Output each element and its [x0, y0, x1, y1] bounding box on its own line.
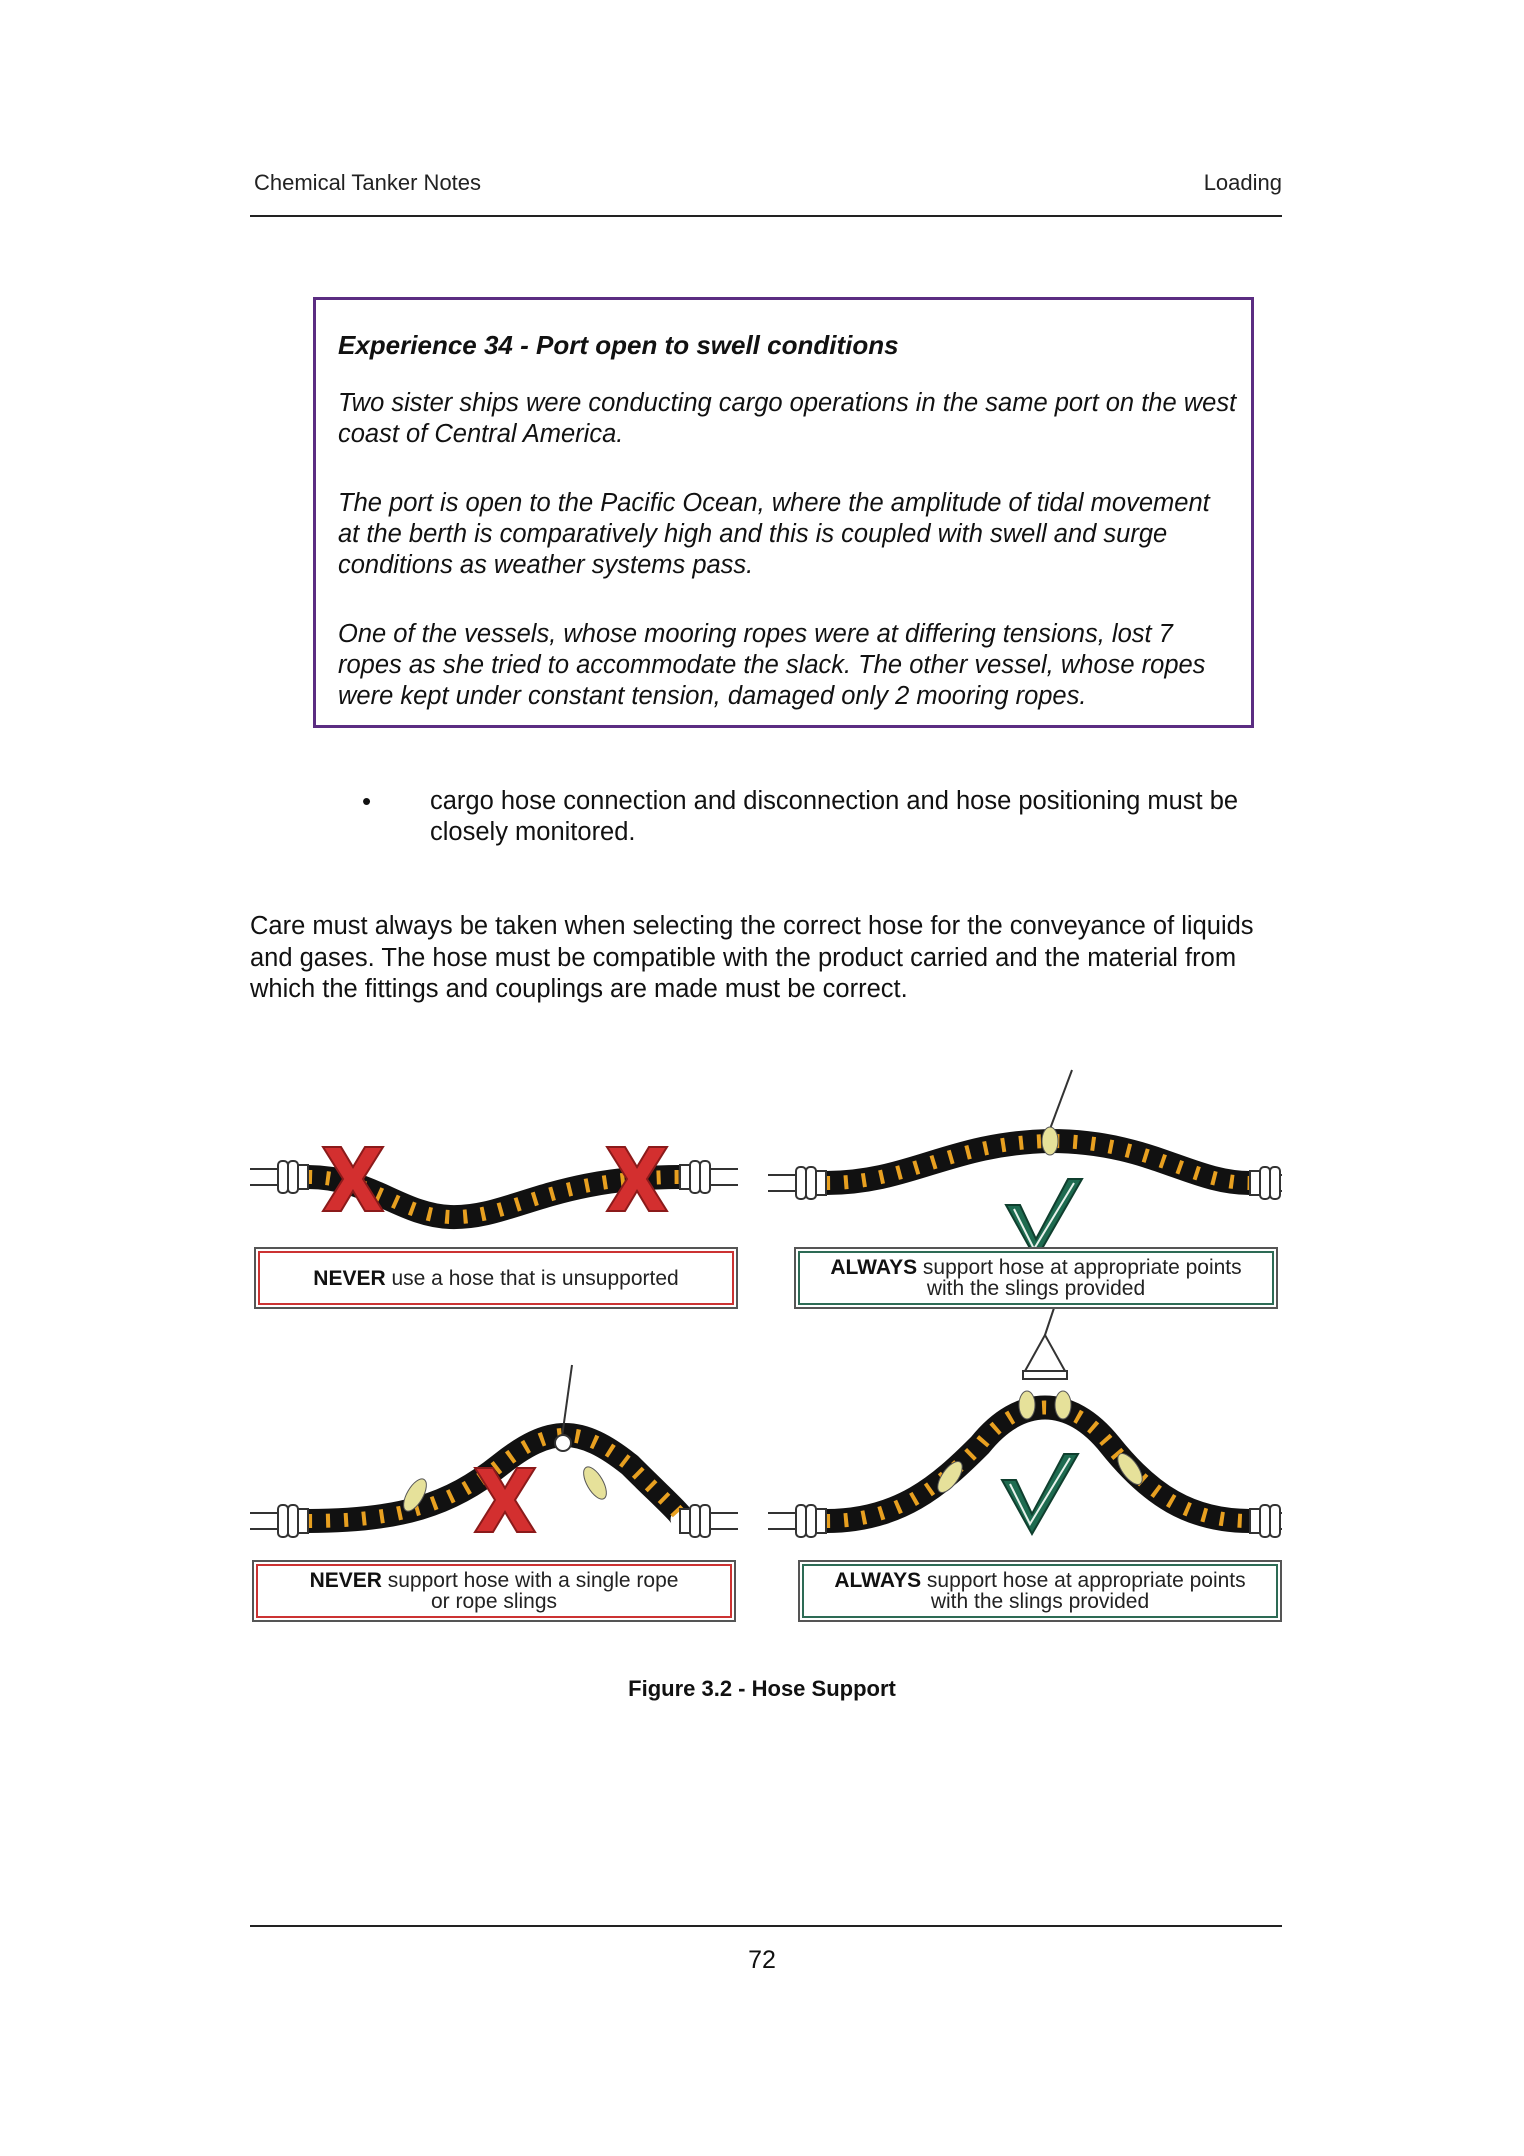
- caption-always-slings-2: [798, 1560, 1282, 1622]
- caption-text: with the slings provided: [926, 1277, 1146, 1300]
- figure-caption: Figure 3.2 - Hose Support: [628, 1676, 896, 1701]
- caption-text: support hose at appropriate points: [921, 1569, 1246, 1592]
- experience-box: [313, 297, 1254, 728]
- panel-single-rope: [250, 1365, 738, 1537]
- panel-sling-support: [768, 1305, 1282, 1537]
- caption-text: use a hose that is unsupported: [385, 1266, 679, 1290]
- page-number: 72: [748, 1946, 776, 1974]
- caption-strong: NEVER: [309, 1569, 382, 1592]
- running-header-section: Loading: [1203, 170, 1282, 195]
- footer-rule: [250, 1925, 1282, 1927]
- caption-text: support hose at appropriate points: [917, 1256, 1242, 1279]
- caption-strong: ALWAYS: [834, 1569, 922, 1592]
- caption-text: with the slings provided: [930, 1590, 1150, 1613]
- caption-text: support hose with a single rope: [381, 1569, 679, 1592]
- caption-never-unsupported: [254, 1247, 738, 1309]
- hose-illustrations: [250, 1065, 1282, 1625]
- caption-always-slings: [794, 1247, 1278, 1309]
- caption-text: or rope slings: [430, 1590, 558, 1613]
- caption-strong: ALWAYS: [830, 1256, 918, 1279]
- body-paragraph: Care must always be taken when selecting the correct hose for the conveyance of liquids and gases. The hose must be compatible with the product carried and the material from which the fittings and couplings are made must be correct.: [250, 912, 1254, 1003]
- experience-paragraph: One of the vessels, whose mooring ropes were at differing tensions, lost 7 ropes as she tried to accommodate the slack. The other vessel, whose ropes were kept under constant tension, damaged only 2 mooring ropes.: [338, 620, 1206, 710]
- hose-support-figure: [250, 1065, 1282, 1625]
- experience-paragraph: Two sister ships were conducting cargo operations in the same port on the west coast of Central America.: [338, 389, 1237, 448]
- check-icon: [1002, 1454, 1078, 1534]
- experience-title: Experience 34 - Port open to swell conditions: [338, 330, 899, 360]
- panel-supported-hose: [768, 1070, 1282, 1259]
- experience-paragraph: The port is open to the Pacific Ocean, where the amplitude of tidal movement at the berth is comparatively high and this is coupled with swell and surge conditions as weather systems pass.: [338, 489, 1210, 579]
- caption-never-single-rope: [252, 1560, 736, 1622]
- header-rule: [250, 215, 1282, 217]
- bullet-marker: •: [362, 786, 372, 816]
- panel-unsupported-hose: [250, 1147, 738, 1217]
- running-header-title: Chemical Tanker Notes: [254, 170, 482, 195]
- caption-strong: NEVER: [313, 1266, 386, 1290]
- bullet-text: cargo hose connection and disconnection and hose positioning must be closely monitored.: [430, 787, 1239, 846]
- cross-icon: [475, 1468, 535, 1532]
